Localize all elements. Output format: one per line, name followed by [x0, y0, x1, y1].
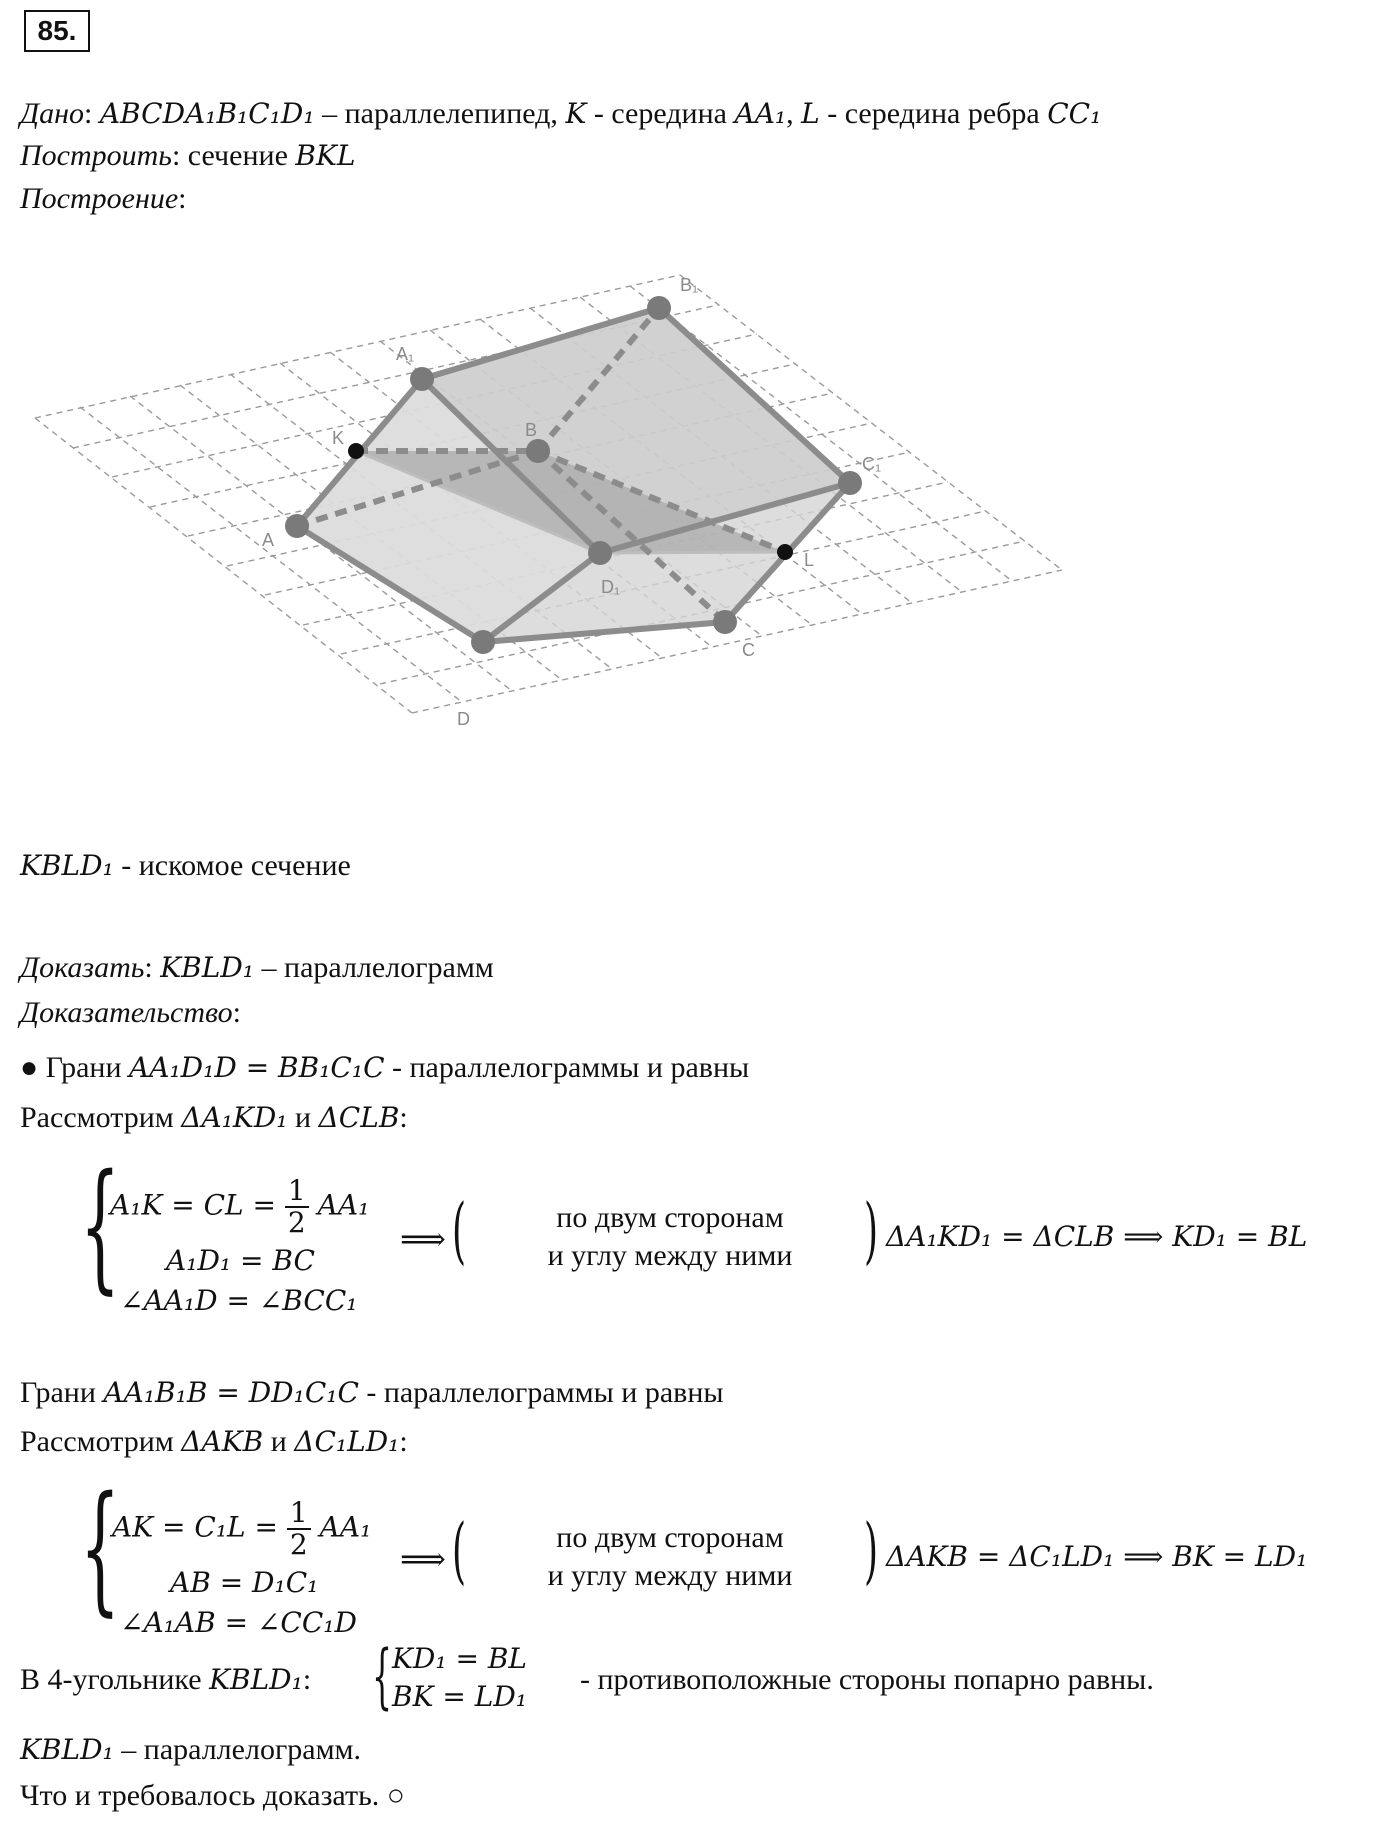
prove-line: [20, 950, 494, 986]
faces1-eq: AA₁D₁D = BB₁C₁C: [129, 1051, 385, 1084]
system2: [80, 1467, 1380, 1642]
consider1-t2: ΔCLB: [318, 1101, 400, 1134]
vertex-d1: [588, 541, 612, 565]
prove-text: – параллелограмм: [254, 951, 494, 984]
final-figure: KBLD₁: [20, 1733, 114, 1766]
construct-sep: : сечение: [171, 139, 296, 172]
quad-pre: В 4-угольнике: [20, 1663, 210, 1696]
system2-fraction: [287, 1498, 311, 1560]
system2-frac-den: 2: [289, 1528, 308, 1561]
result-figure: KBLD₁: [20, 849, 114, 882]
system2-eq1: [112, 1498, 371, 1560]
section-edge-d1l: [600, 552, 785, 553]
consider2-line: [20, 1424, 408, 1460]
system2-brace: {: [80, 1467, 121, 1630]
label-a: A: [262, 530, 275, 550]
prove-label: Доказать: [20, 951, 145, 984]
given-text-3: ,: [786, 97, 802, 130]
vertex-d: [471, 630, 495, 654]
prove-sep: :: [144, 951, 161, 984]
label-a1: A₁: [396, 344, 415, 364]
vertex-c: [713, 610, 737, 634]
consider1-mid: и: [287, 1101, 319, 1134]
given-figure: ABCDA₁B₁C₁D₁: [99, 97, 315, 130]
system2-reason1: по двум сторонам: [556, 1521, 784, 1554]
given-text-1: – параллелепипед,: [314, 97, 566, 130]
system2-eq1-right: AA₁: [319, 1510, 372, 1544]
vertex-b: [526, 439, 550, 463]
parallelepiped-figure: [0, 0, 1400, 860]
label-b1: B₁: [680, 275, 699, 295]
result-line: [20, 848, 351, 884]
system1-reason1: по двум сторонам: [556, 1201, 784, 1234]
label-d: D: [457, 709, 470, 729]
system2-conclusion: ΔAKB = ΔC₁LD₁ ⟹ BK = LD₁: [886, 1540, 1308, 1573]
given-cc1: CC₁: [1047, 97, 1102, 130]
system1-rparen: ): [864, 1188, 879, 1272]
system1-fraction: [285, 1176, 309, 1238]
label-c1: C₁: [862, 454, 882, 474]
faces2-line: [20, 1375, 724, 1411]
result-text: - искомое сечение: [113, 849, 351, 882]
faces2-text: - параллелограммы и равны: [358, 1376, 724, 1409]
system1: [80, 1145, 1380, 1320]
given-l: L: [801, 97, 820, 130]
final-line: [20, 1732, 361, 1768]
consider2-pre: Рассмотрим: [20, 1425, 182, 1458]
consider1-t1: ΔA₁KD₁: [181, 1101, 288, 1134]
quad-post: :: [302, 1663, 312, 1696]
label-c: C: [742, 640, 755, 660]
consider1-line: [20, 1100, 408, 1136]
consider2-mid: и: [263, 1425, 295, 1458]
system1-eq3: ∠AA₁D = ∠BCC₁: [120, 1284, 358, 1317]
system1-eq1-left: A₁K = CL =: [110, 1188, 285, 1222]
system2-frac-num: 1: [287, 1498, 311, 1530]
system1-conclusion: ΔA₁KD₁ = ΔCLB ⟹ KD₁ = BL: [886, 1220, 1308, 1253]
construction-sep: :: [178, 182, 187, 215]
quad-eq2: BK = LD₁: [392, 1680, 528, 1713]
system2-implies: ⟹: [400, 1540, 446, 1578]
system1-eq1-right: AA₁: [317, 1188, 370, 1222]
proof-label: Доказательство: [20, 996, 233, 1029]
quad-text: - противоположные стороны попарно равны.: [580, 1663, 1154, 1696]
given-k: K: [565, 97, 587, 130]
system2-lparen: (: [452, 1508, 467, 1592]
consider2-t2: ΔC₁LD₁: [294, 1425, 400, 1458]
quad-eq1: KD₁ = BL: [392, 1642, 528, 1675]
system2-rparen: ): [864, 1508, 879, 1592]
given-label: Дано: [20, 97, 84, 130]
final-text: – параллелограмм.: [113, 1733, 362, 1766]
faces2-eq: AA₁B₁B = DD₁C₁C: [103, 1376, 359, 1409]
label-b: B: [525, 420, 538, 440]
vertex-b1: [647, 296, 671, 320]
midpoint-l: [777, 544, 793, 560]
faces2-pre: Грани: [20, 1376, 104, 1409]
proof-sep: :: [232, 996, 241, 1029]
system2-reason2: и углу между ними: [547, 1559, 793, 1592]
qed-line: Что и требовалось доказать. ○: [20, 1779, 405, 1812]
given-aa1: AA₁: [734, 97, 787, 130]
midpoint-k: [348, 443, 364, 459]
system1-frac-num: 1: [285, 1176, 309, 1208]
faces1-line: [20, 1050, 749, 1086]
vertex-c1: [838, 471, 862, 495]
consider2-post: :: [399, 1425, 408, 1458]
given-text-4: - середина ребра: [819, 97, 1048, 130]
vertex-a1: [410, 367, 434, 391]
faces1-text: - параллелограммы и равны: [384, 1051, 750, 1084]
consider1-pre: Рассмотрим: [20, 1101, 182, 1134]
quad-figure: KBLD₁: [209, 1663, 303, 1696]
given-text-2: - середина: [586, 97, 735, 130]
vertex-a: [285, 514, 309, 538]
label-l: L: [804, 550, 815, 570]
label-k: K: [332, 428, 345, 448]
system1-eq1: [110, 1176, 369, 1238]
consider1-post: :: [399, 1101, 408, 1134]
quad-brace: {: [372, 1635, 393, 1717]
system1-frac-den: 2: [287, 1206, 306, 1239]
system1-lparen: (: [452, 1188, 467, 1272]
system2-eq3: ∠A₁AB = ∠CC₁D: [120, 1606, 357, 1639]
construct-section: BKL: [295, 139, 356, 172]
construction-label: Построение: [20, 182, 179, 215]
system2-eq2: AB = D₁C₁: [170, 1566, 319, 1599]
faces1-bullet: ● Грани: [20, 1051, 129, 1084]
construct-label: Построить: [20, 139, 172, 172]
system1-eq2: A₁D₁ = BC: [166, 1244, 315, 1277]
prove-figure: KBLD₁: [160, 951, 255, 984]
system1-reason2: и углу между ними: [547, 1239, 793, 1272]
quad-line: [20, 1635, 1380, 1720]
quad-lead: [20, 1662, 311, 1698]
system1-implies: ⟹: [400, 1220, 446, 1258]
consider2-t1: ΔAKB: [181, 1425, 264, 1458]
system1-brace: {: [80, 1145, 121, 1308]
given-sep: :: [83, 97, 93, 130]
label-d1: D₁: [601, 577, 621, 597]
proof-label-line: [20, 995, 241, 1031]
system2-eq1-left: AK = C₁L =: [112, 1510, 287, 1544]
problem-number: 85.: [24, 10, 90, 52]
